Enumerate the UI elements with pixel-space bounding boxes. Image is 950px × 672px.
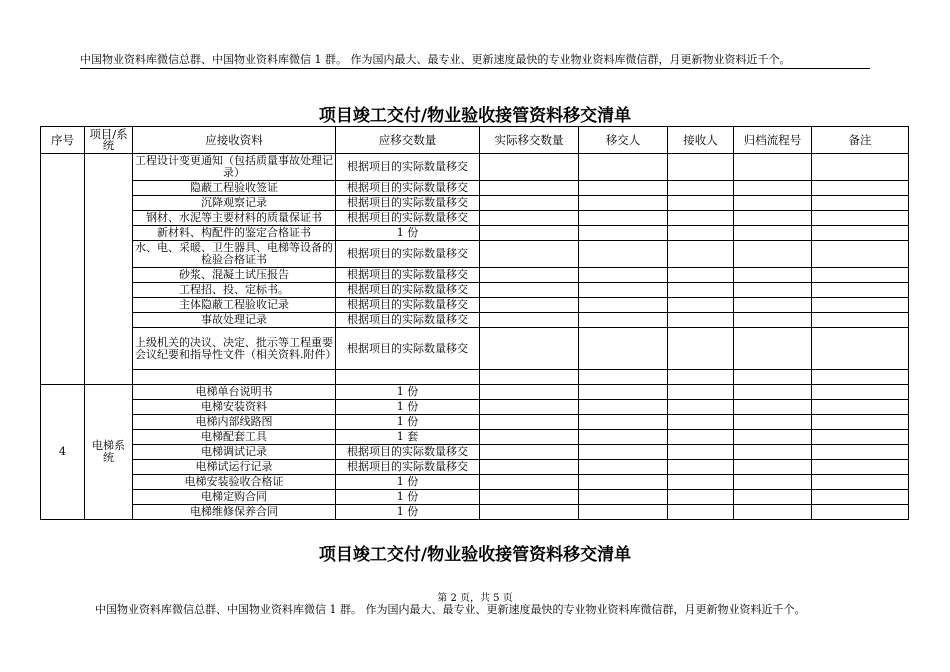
empty-cell[interactable]	[579, 196, 668, 211]
required-quantity-cell: 1 份	[336, 505, 480, 520]
empty-cell[interactable]	[734, 196, 812, 211]
empty-cell[interactable]	[579, 475, 668, 490]
empty-cell[interactable]	[812, 196, 909, 211]
empty-cell[interactable]	[668, 241, 734, 268]
empty-cell[interactable]	[480, 298, 579, 313]
required-quantity-cell: 根据项目的实际数量移交	[336, 460, 480, 475]
empty-cell[interactable]	[734, 460, 812, 475]
empty-cell[interactable]	[480, 154, 579, 181]
required-quantity-cell: 1 份	[336, 475, 480, 490]
page-header-text: 中国物业资料库微信总群、中国物业资料库微信 1 群。 作为国内最大、最专业、更新速度最快的专业物业资料库微信群，月更新物业资料近千个。	[80, 53, 791, 66]
empty-cell[interactable]	[579, 241, 668, 268]
document-name-cell: 电梯定购合同	[133, 490, 336, 505]
required-quantity-cell: 根据项目的实际数量移交	[336, 298, 480, 313]
required-quantity-cell: 根据项目的实际数量移交	[336, 268, 480, 283]
sequence-cell: 4	[41, 385, 85, 520]
empty-cell[interactable]	[734, 415, 812, 430]
empty-cell[interactable]	[812, 415, 909, 430]
empty-cell[interactable]	[480, 283, 579, 298]
empty-cell[interactable]	[812, 241, 909, 268]
required-quantity-cell: 根据项目的实际数量移交	[336, 181, 480, 196]
table-row	[41, 475, 909, 490]
empty-cell[interactable]	[812, 445, 909, 460]
empty-cell[interactable]	[734, 283, 812, 298]
table-row	[41, 283, 909, 298]
empty-cell[interactable]	[668, 328, 734, 370]
column-header: 实际移交数量	[480, 127, 579, 154]
document-name-cell: 电梯安装资料	[133, 400, 336, 415]
empty-cell[interactable]	[668, 385, 734, 400]
empty-cell[interactable]	[812, 226, 909, 241]
document-name-cell: 电梯试运行记录	[133, 460, 336, 475]
document-name-cell: 沉降观察记录	[133, 196, 336, 211]
empty-cell[interactable]	[579, 181, 668, 196]
empty-cell[interactable]	[734, 268, 812, 283]
table-row	[41, 268, 909, 283]
empty-cell[interactable]	[812, 328, 909, 370]
required-quantity-cell: 根据项目的实际数量移交	[336, 313, 480, 328]
empty-cell[interactable]	[480, 400, 579, 415]
empty-cell[interactable]	[812, 400, 909, 415]
table-row	[41, 445, 909, 460]
empty-cell[interactable]	[579, 415, 668, 430]
empty-cell[interactable]	[480, 445, 579, 460]
required-quantity-cell: 根据项目的实际数量移交	[336, 241, 480, 268]
empty-cell[interactable]	[668, 283, 734, 298]
document-name-cell: 工程设计变更通知（包括质量事故处理记录）	[133, 154, 336, 181]
empty-cell[interactable]	[668, 430, 734, 445]
empty-cell[interactable]	[668, 226, 734, 241]
empty-cell[interactable]	[579, 460, 668, 475]
required-quantity-cell	[336, 370, 480, 385]
empty-cell[interactable]	[812, 154, 909, 181]
table-row	[41, 181, 909, 196]
table-header-row	[41, 127, 909, 154]
document-name-cell: 水、电、采暖、卫生器具、电梯等设备的检验合格证书	[133, 241, 336, 268]
table-row	[41, 196, 909, 211]
document-name-cell: 电梯维修保养合同	[133, 505, 336, 520]
table-row	[41, 154, 909, 181]
empty-cell[interactable]	[579, 400, 668, 415]
empty-cell[interactable]	[668, 460, 734, 475]
table-row	[41, 505, 909, 520]
empty-cell[interactable]	[812, 211, 909, 226]
empty-cell[interactable]	[480, 313, 579, 328]
empty-cell[interactable]	[579, 298, 668, 313]
empty-cell[interactable]	[812, 268, 909, 283]
system-cell	[85, 154, 133, 385]
document-name-cell: 工程招、投、定标书。	[133, 283, 336, 298]
empty-cell[interactable]	[579, 211, 668, 226]
empty-cell[interactable]	[734, 385, 812, 400]
document-name-cell: 新材料、构配件的鉴定合格证书	[133, 226, 336, 241]
required-quantity-cell: 1 份	[336, 400, 480, 415]
empty-cell[interactable]	[579, 328, 668, 370]
empty-cell[interactable]	[812, 298, 909, 313]
empty-cell[interactable]	[812, 370, 909, 385]
empty-cell[interactable]	[734, 298, 812, 313]
table-row	[41, 490, 909, 505]
empty-cell[interactable]	[480, 211, 579, 226]
empty-cell[interactable]	[480, 181, 579, 196]
empty-cell[interactable]	[668, 154, 734, 181]
empty-cell[interactable]	[480, 475, 579, 490]
empty-cell[interactable]	[579, 385, 668, 400]
empty-cell[interactable]	[668, 400, 734, 415]
empty-cell[interactable]	[579, 430, 668, 445]
table-row	[41, 298, 909, 313]
table-row	[41, 400, 909, 415]
page-number: 第 2 页，共 5 页	[437, 593, 513, 604]
empty-cell[interactable]	[734, 241, 812, 268]
column-header: 应移交数量	[336, 127, 480, 154]
empty-cell[interactable]	[579, 154, 668, 181]
required-quantity-cell: 根据项目的实际数量移交	[336, 283, 480, 298]
column-header: 接收人	[668, 127, 734, 154]
document-name-cell: 钢材、水泥等主要材料的质量保证书	[133, 211, 336, 226]
empty-cell[interactable]	[734, 328, 812, 370]
required-quantity-cell: 根据项目的实际数量移交	[336, 211, 480, 226]
table-row	[41, 313, 909, 328]
empty-cell[interactable]	[734, 430, 812, 445]
document-name-cell: 主体隐蔽工程验收记录	[133, 298, 336, 313]
column-header: 备注	[812, 127, 909, 154]
empty-cell[interactable]	[734, 490, 812, 505]
empty-cell[interactable]	[480, 490, 579, 505]
empty-cell[interactable]	[734, 445, 812, 460]
empty-cell[interactable]	[734, 211, 812, 226]
empty-cell[interactable]	[480, 241, 579, 268]
document-name-cell: 事故处理记录	[133, 313, 336, 328]
empty-cell[interactable]	[579, 505, 668, 520]
empty-cell[interactable]	[734, 181, 812, 196]
column-header: 应接收资料	[133, 127, 336, 154]
document-name-cell: 电梯单台说明书	[133, 385, 336, 400]
empty-cell[interactable]	[668, 475, 734, 490]
empty-cell[interactable]	[668, 211, 734, 226]
empty-cell[interactable]	[812, 430, 909, 445]
empty-cell[interactable]	[480, 460, 579, 475]
empty-cell[interactable]	[812, 490, 909, 505]
empty-cell[interactable]	[734, 400, 812, 415]
sequence-cell	[41, 154, 85, 385]
empty-cell[interactable]	[668, 505, 734, 520]
document-name-cell: 电梯安装验收合格证	[133, 475, 336, 490]
empty-cell[interactable]	[734, 154, 812, 181]
required-quantity-cell: 根据项目的实际数量移交	[336, 445, 480, 460]
required-quantity-cell: 1 套	[336, 430, 480, 445]
document-name-cell	[133, 370, 336, 385]
empty-cell[interactable]	[734, 370, 812, 385]
empty-cell[interactable]	[668, 415, 734, 430]
document-title: 项目竣工交付/物业验收接管资料移交清单	[318, 106, 632, 126]
table-row	[41, 328, 909, 370]
required-quantity-cell: 1 份	[336, 226, 480, 241]
empty-cell[interactable]	[480, 196, 579, 211]
empty-cell[interactable]	[668, 196, 734, 211]
page-footer-text: 中国物业资料库微信总群、中国物业资料库微信 1 群。 作为国内最大、最专业、更新速度最快的专业物业资料库微信群，月更新物业资料近千个。	[95, 603, 806, 616]
table-row	[41, 460, 909, 475]
required-quantity-cell: 1 份	[336, 385, 480, 400]
empty-cell[interactable]	[812, 181, 909, 196]
empty-cell[interactable]	[579, 445, 668, 460]
document-name-cell: 电梯调试记录	[133, 445, 336, 460]
empty-cell[interactable]	[480, 415, 579, 430]
required-quantity-cell: 1 份	[336, 415, 480, 430]
table-row	[41, 211, 909, 226]
empty-cell[interactable]	[668, 181, 734, 196]
required-quantity-cell: 根据项目的实际数量移交	[336, 196, 480, 211]
empty-cell[interactable]	[579, 490, 668, 505]
empty-cell[interactable]	[480, 328, 579, 370]
empty-cell[interactable]	[812, 283, 909, 298]
empty-cell[interactable]	[812, 313, 909, 328]
document-name-cell: 电梯配套工具	[133, 430, 336, 445]
column-header: 序号	[41, 127, 85, 154]
empty-cell[interactable]	[579, 283, 668, 298]
empty-cell[interactable]	[812, 460, 909, 475]
empty-cell[interactable]	[812, 385, 909, 400]
empty-cell[interactable]	[480, 268, 579, 283]
table-row	[41, 241, 909, 268]
table-row	[41, 430, 909, 445]
empty-cell[interactable]	[480, 370, 579, 385]
table-row	[41, 370, 909, 385]
empty-cell[interactable]	[668, 298, 734, 313]
table-row	[41, 226, 909, 241]
table-row	[41, 385, 909, 400]
empty-cell[interactable]	[579, 370, 668, 385]
empty-cell[interactable]	[734, 505, 812, 520]
document-name-cell: 隐蔽工程验收签证	[133, 181, 336, 196]
required-quantity-cell: 1 份	[336, 490, 480, 505]
required-quantity-cell: 根据项目的实际数量移交	[336, 328, 480, 370]
empty-cell[interactable]	[480, 385, 579, 400]
empty-cell[interactable]	[668, 268, 734, 283]
empty-cell[interactable]	[668, 445, 734, 460]
handover-table	[40, 126, 909, 520]
empty-cell[interactable]	[734, 313, 812, 328]
empty-cell[interactable]	[812, 505, 909, 520]
empty-cell[interactable]	[480, 505, 579, 520]
document-name-cell: 上级机关的决议、决定、批示等工程重要会议纪要和指导性文件（相关资料.附件）	[133, 328, 336, 370]
empty-cell[interactable]	[734, 226, 812, 241]
empty-cell[interactable]	[668, 313, 734, 328]
empty-cell[interactable]	[579, 226, 668, 241]
document-title-repeat: 项目竣工交付/物业验收接管资料移交清单	[318, 545, 632, 565]
empty-cell[interactable]	[579, 268, 668, 283]
document-name-cell: 砂浆、混凝土试压报告	[133, 268, 336, 283]
column-header: 归档流程号	[734, 127, 812, 154]
table-row	[41, 415, 909, 430]
empty-cell[interactable]	[668, 370, 734, 385]
empty-cell[interactable]	[668, 490, 734, 505]
empty-cell[interactable]	[812, 475, 909, 490]
empty-cell[interactable]	[734, 475, 812, 490]
required-quantity-cell: 根据项目的实际数量移交	[336, 154, 480, 181]
column-header: 移交人	[579, 127, 668, 154]
system-cell: 电梯系统	[85, 385, 133, 520]
document-name-cell: 电梯内部线路图	[133, 415, 336, 430]
column-header: 项目/系统	[85, 127, 133, 154]
empty-cell[interactable]	[480, 430, 579, 445]
empty-cell[interactable]	[480, 226, 579, 241]
empty-cell[interactable]	[579, 313, 668, 328]
header-divider	[80, 68, 870, 69]
